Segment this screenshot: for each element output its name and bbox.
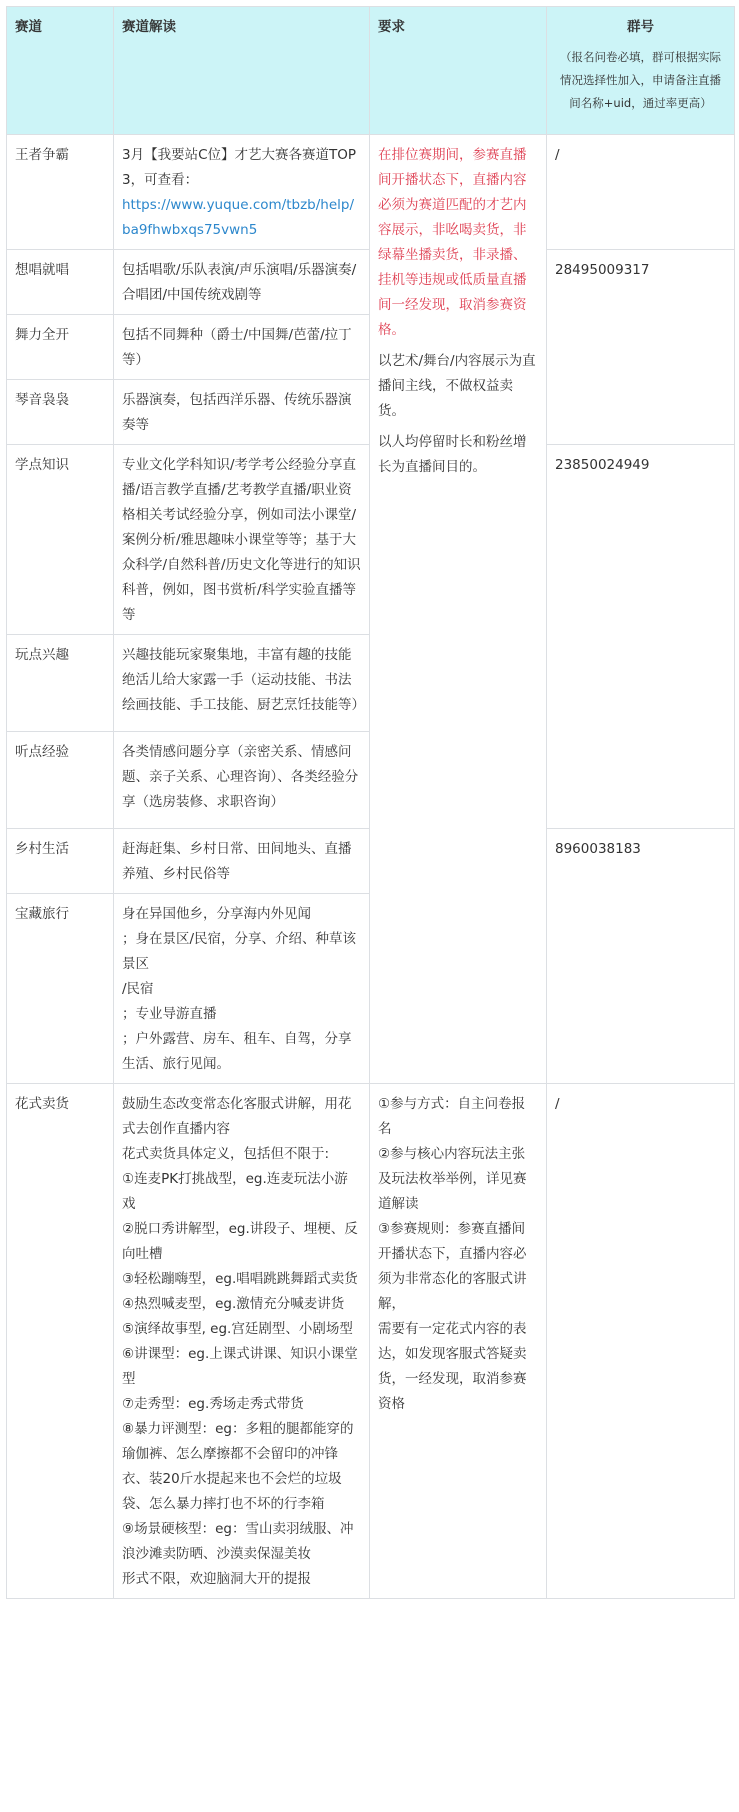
desc-line: ⑧暴力评测型：eg：多粗的腿都能穿的瑜伽裤、怎么摩擦都不会留印的冲锋衣、装20斤水提起来也不会烂的垃圾袋、怎么暴力摔打也不坏的行李箱 [122,1421,354,1512]
req-talent-red: 在排位赛期间，参赛直播间开播状态下，直播内容必须为赛道匹配的才艺内容展示，非吆喝卖货，非绿幕坐播卖货，非录播、挂机等违规或低质量直播间一经发现，取消参赛资格。 [378,147,527,338]
track-desc: 赶海赶集、乡村日常、田间地头、直播养殖、乡村民俗等 [114,829,370,894]
desc-line: ⑥讲课型：eg.上课式讲课、知识小课堂型 [122,1346,358,1387]
table-row [7,1084,735,1599]
desc-line: ⑤演绎故事型, eg.宫廷剧型、小剧场型 [122,1321,353,1337]
group-number: 23850024949 [547,445,735,829]
track-name: 花式卖货 [7,1084,114,1599]
track-desc [114,1084,370,1599]
desc-text: 3月【我要站C位】才艺大赛各赛道TOP3，可查看： [122,147,357,188]
track-desc: 兴趣技能玩家聚集地，丰富有趣的技能绝活儿给大家露一手（运动技能、书法绘画技能、手工技能、厨艺烹饪技能等） [114,635,370,732]
req-sales-line: ③参赛规则：参赛直播间开播状态下，直播内容必须为非常态化的客服式讲解， [378,1221,527,1312]
desc-line: ③轻松蹦嗨型，eg.唱唱跳跳舞蹈式卖货 [122,1271,358,1287]
track-desc [114,135,370,250]
header-track: 赛道 [7,7,114,135]
track-name: 宝藏旅行 [7,894,114,1084]
header-req: 要求 [370,7,547,135]
header-desc: 赛道解读 [114,7,370,135]
desc-line: ；身在景区/民宿，分享、介绍、种草该景区 [122,931,357,972]
desc-line: 鼓励生态改变常态化客服式讲解，用花式去创作直播内容 [122,1096,352,1137]
desc-line: ⑨场景硬核型：eg：雪山卖羽绒服、冲浪沙滩卖防晒、沙漠卖保湿美妆 [122,1521,354,1562]
desc-line: 花式卖货具体定义，包括但不限于: [122,1146,330,1162]
req-sales-line: 需要有一定花式内容的表达，如发现客服式答疑卖货，一经发现，取消参赛资格 [378,1321,527,1412]
track-name: 王者争霸 [7,135,114,250]
track-desc [114,894,370,1084]
req-talent [370,135,547,1084]
track-name: 玩点兴趣 [7,635,114,732]
header-row [7,7,735,135]
track-name: 学点知识 [7,445,114,635]
track-desc: 包括不同舞种（爵士/中国舞/芭蕾/拉丁等） [114,315,370,380]
table-row [7,135,735,250]
desc-line: ；户外露营、房车、租车、自驾，分享生活、旅行见闻。 [122,1031,352,1072]
desc-line: ④热烈喊麦型，eg.激情充分喊麦讲货 [122,1296,345,1312]
req-sales-line: ①参与方式：自主问卷报名 [378,1096,526,1137]
track-desc: 专业文化学科知识/考学考公经验分享直播/语言教学直播/艺考教学直播/职业资格相关考试经验分享，例如司法小课堂/案例分析/雅思趣味小课堂等等；基于大众科学/自然科普/历史文化等进行的知识科普，例如，图书赏析/科学实验直播等等 [114,445,370,635]
track-name: 舞力全开 [7,315,114,380]
group-number: 8960038183 [547,829,735,1084]
header-group [547,7,735,135]
req-sales-line: ②参与核心内容玩法主张及玩法枚举举例，详见赛道解读 [378,1146,527,1212]
track-name: 听点经验 [7,732,114,829]
track-desc: 包括唱歌/乐队表演/声乐演唱/乐器演奏/合唱团/中国传统戏剧等 [114,250,370,315]
track-table [6,6,735,1599]
track-desc: 乐器演奏，包括西洋乐器、传统乐器演奏等 [114,380,370,445]
desc-line: /民宿 [122,981,154,997]
desc-line: 形式不限，欢迎脑洞大开的提报 [122,1571,311,1587]
track-name: 乡村生活 [7,829,114,894]
group-number: 28495009317 [547,250,735,445]
req-talent-p3: 以人均停留时长和粉丝增长为直播间目的。 [378,434,527,475]
header-group-note: （报名问卷必填，群可根据实际情况选择性加入，申请备注直播间名称+uid，通过率更高） [560,50,721,110]
yuque-link[interactable]: https://www.yuque.com/tbzb/help/ba9fhwbxqs75vwn5 [122,197,355,238]
track-desc: 各类情感问题分享（亲密关系、情感问题、亲子关系、心理咨询）、各类经验分享（选房装修、求职咨询） [114,732,370,829]
track-name: 想唱就唱 [7,250,114,315]
track-name: 琴音袅袅 [7,380,114,445]
group-number: / [547,135,735,250]
desc-line: ②脱口秀讲解型，eg.讲段子、埋梗、反向吐槽 [122,1221,358,1262]
header-group-title: 群号 [627,19,654,35]
desc-line: ；专业导游直播 [122,1006,217,1022]
desc-line: 身在异国他乡，分享海内外见闻 [122,906,311,922]
req-sales [370,1084,547,1599]
desc-line: ①连麦PK打挑战型，eg.连麦玩法小游戏 [122,1171,348,1212]
req-talent-p2: 以艺术/舞台/内容展示为直播间主线，不做权益卖货。 [378,353,536,419]
group-number: / [547,1084,735,1599]
desc-line: ⑦走秀型：eg.秀场走秀式带货 [122,1396,304,1412]
